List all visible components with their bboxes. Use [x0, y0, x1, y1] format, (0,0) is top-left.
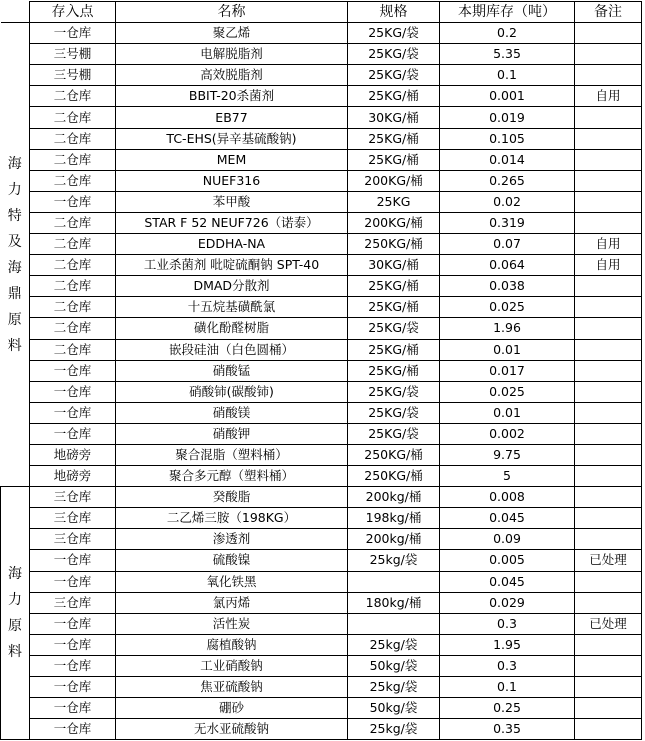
- cell-remark: [575, 128, 642, 149]
- cell-location: 一仓库: [30, 550, 116, 571]
- cell-spec: 25kg/袋: [348, 634, 440, 655]
- cell-spec: 25KG: [348, 191, 440, 212]
- cell-location: 一仓库: [30, 381, 116, 402]
- cell-spec: 30KG/桶: [348, 107, 440, 128]
- table-row: [1, 44, 642, 65]
- table-row: [1, 339, 642, 360]
- cell-location: 三仓库: [30, 508, 116, 529]
- cell-name: 硝酸镁: [116, 402, 348, 423]
- cell-spec: 25KG/桶: [348, 297, 440, 318]
- cell-remark: [575, 360, 642, 381]
- cell-stock: 0.045: [440, 571, 575, 592]
- cell-location: 二仓库: [30, 339, 116, 360]
- group-label-char: 鼎: [7, 285, 22, 302]
- cell-remark: [575, 276, 642, 297]
- table-row: [1, 550, 642, 571]
- group-label-char: 原: [7, 311, 22, 328]
- cell-stock: 5.35: [440, 44, 575, 65]
- cell-spec: [348, 613, 440, 634]
- cell-spec: 25KG/桶: [348, 276, 440, 297]
- cell-location: 二仓库: [30, 86, 116, 107]
- cell-name: 工业杀菌剂 吡啶硫酮钠 SPT-40: [116, 255, 348, 276]
- cell-location: 一仓库: [30, 23, 116, 44]
- header-location: 存入点: [30, 2, 116, 23]
- header-spec: 规格: [348, 2, 440, 23]
- cell-remark: 自用: [575, 234, 642, 255]
- cell-spec: 50kg/袋: [348, 698, 440, 719]
- cell-spec: 200kg/桶: [348, 529, 440, 550]
- cell-location: 一仓库: [30, 634, 116, 655]
- cell-remark: 已处理: [575, 613, 642, 634]
- table-row: [1, 592, 642, 613]
- cell-name: 癸酸脂: [116, 487, 348, 508]
- cell-remark: 自用: [575, 255, 642, 276]
- group-label-char: 料: [7, 337, 22, 354]
- cell-remark: [575, 107, 642, 128]
- cell-location: 三仓库: [30, 529, 116, 550]
- cell-spec: 250KG/桶: [348, 466, 440, 487]
- cell-spec: 25KG/桶: [348, 128, 440, 149]
- cell-spec: 25KG/桶: [348, 360, 440, 381]
- cell-stock: 1.96: [440, 318, 575, 339]
- cell-stock: 0.02: [440, 191, 575, 212]
- cell-remark: [575, 44, 642, 65]
- cell-stock: 0.045: [440, 508, 575, 529]
- header-group: [1, 2, 30, 23]
- cell-remark: 自用: [575, 86, 642, 107]
- table-row: [1, 23, 642, 44]
- table-row: [1, 613, 642, 634]
- cell-location: 二仓库: [30, 318, 116, 339]
- cell-spec: 200KG/桶: [348, 212, 440, 233]
- cell-stock: 0.319: [440, 212, 575, 233]
- table-row: [1, 444, 642, 465]
- cell-remark: [575, 487, 642, 508]
- table-row: [1, 571, 642, 592]
- cell-remark: [575, 529, 642, 550]
- cell-remark: [575, 191, 642, 212]
- cell-stock: 0.09: [440, 529, 575, 550]
- cell-name: 二乙烯三胺（198KG）: [116, 508, 348, 529]
- cell-location: 三号棚: [30, 65, 116, 86]
- cell-name: DMAD分散剂: [116, 276, 348, 297]
- cell-spec: 200kg/桶: [348, 487, 440, 508]
- group-label-char: 料: [8, 644, 22, 661]
- group-label-char: 力: [8, 592, 22, 609]
- cell-name: TC-EHS(异辛基硫酸钠): [116, 128, 348, 149]
- table-row: [1, 655, 642, 676]
- group-label-char: 海: [7, 259, 22, 276]
- cell-location: 一仓库: [30, 571, 116, 592]
- cell-stock: 0.01: [440, 339, 575, 360]
- cell-stock: 0.001: [440, 86, 575, 107]
- cell-location: 一仓库: [30, 613, 116, 634]
- group-label: [1, 487, 30, 740]
- cell-spec: 180kg/桶: [348, 592, 440, 613]
- cell-location: 二仓库: [30, 234, 116, 255]
- cell-name: 硫酸镍: [116, 550, 348, 571]
- table-row: [1, 191, 642, 212]
- table-row: [1, 634, 642, 655]
- table-row: [1, 107, 642, 128]
- cell-stock: 0.3: [440, 655, 575, 676]
- cell-name: 硝酸锰: [116, 360, 348, 381]
- cell-name: 硝酸钾: [116, 423, 348, 444]
- cell-location: 一仓库: [30, 423, 116, 444]
- table-row: [1, 677, 642, 698]
- cell-remark: 已处理: [575, 550, 642, 571]
- cell-name: STAR F 52 NEUF726（诺泰）: [116, 212, 348, 233]
- cell-spec: 25KG/桶: [348, 339, 440, 360]
- cell-name: EB77: [116, 107, 348, 128]
- cell-stock: 0.1: [440, 677, 575, 698]
- cell-remark: [575, 339, 642, 360]
- cell-name: 聚乙烯: [116, 23, 348, 44]
- cell-spec: 250KG/桶: [348, 234, 440, 255]
- cell-name: 硝酸铈(碳酸铈): [116, 381, 348, 402]
- cell-remark: [575, 149, 642, 170]
- cell-remark: [575, 297, 642, 318]
- cell-stock: 0.008: [440, 487, 575, 508]
- inventory-table: [0, 1, 642, 740]
- cell-stock: 0.002: [440, 423, 575, 444]
- cell-stock: 1.95: [440, 634, 575, 655]
- cell-location: 地磅旁: [30, 466, 116, 487]
- cell-stock: 0.005: [440, 550, 575, 571]
- cell-stock: 0.064: [440, 255, 575, 276]
- table-row: [1, 698, 642, 719]
- cell-location: 二仓库: [30, 297, 116, 318]
- cell-name: 十五烷基磺酰氯: [116, 297, 348, 318]
- cell-name: 渗透剂: [116, 529, 348, 550]
- cell-stock: 0.35: [440, 719, 575, 740]
- table-row: [1, 86, 642, 107]
- cell-name: BBIT-20杀菌剂: [116, 86, 348, 107]
- cell-spec: 250KG/桶: [348, 444, 440, 465]
- cell-stock: 0.1: [440, 65, 575, 86]
- cell-name: 高效脱脂剂: [116, 65, 348, 86]
- cell-remark: [575, 444, 642, 465]
- group-label-char: 及: [7, 233, 22, 250]
- cell-name: 焦亚硫酸钠: [116, 677, 348, 698]
- table-row: [1, 65, 642, 86]
- cell-stock: 0.029: [440, 592, 575, 613]
- cell-stock: 0.01: [440, 402, 575, 423]
- cell-remark: [575, 381, 642, 402]
- cell-name: 工业硝酸钠: [116, 655, 348, 676]
- cell-name: 磺化酚醛树脂: [116, 318, 348, 339]
- cell-location: 三仓库: [30, 487, 116, 508]
- cell-name: EDDHA-NA: [116, 234, 348, 255]
- cell-remark: [575, 423, 642, 444]
- cell-spec: 25KG/桶: [348, 86, 440, 107]
- group-label: [1, 23, 30, 487]
- header-row: [1, 2, 642, 23]
- cell-stock: 0.105: [440, 128, 575, 149]
- cell-name: 聚合多元醇（塑料桶）: [116, 466, 348, 487]
- cell-spec: 50kg/袋: [348, 655, 440, 676]
- table-row: [1, 255, 642, 276]
- cell-remark: [575, 634, 642, 655]
- cell-spec: 25kg/袋: [348, 719, 440, 740]
- table-row: [1, 128, 642, 149]
- cell-remark: [575, 318, 642, 339]
- cell-name: 苯甲酸: [116, 191, 348, 212]
- cell-location: 三仓库: [30, 592, 116, 613]
- table-row: [1, 381, 642, 402]
- cell-location: 一仓库: [30, 719, 116, 740]
- group-label-char: 海: [7, 155, 22, 172]
- cell-location: 地磅旁: [30, 444, 116, 465]
- table-row: [1, 170, 642, 191]
- cell-location: 二仓库: [30, 212, 116, 233]
- cell-spec: 25KG/袋: [348, 65, 440, 86]
- cell-name: 电解脱脂剂: [116, 44, 348, 65]
- cell-location: 一仓库: [30, 655, 116, 676]
- cell-spec: 25KG/袋: [348, 381, 440, 402]
- cell-remark: [575, 655, 642, 676]
- cell-spec: 25KG/袋: [348, 44, 440, 65]
- cell-remark: [575, 23, 642, 44]
- cell-remark: [575, 719, 642, 740]
- cell-stock: 0.019: [440, 107, 575, 128]
- cell-location: 一仓库: [30, 698, 116, 719]
- cell-remark: [575, 677, 642, 698]
- cell-spec: 200KG/桶: [348, 170, 440, 191]
- table-row: [1, 276, 642, 297]
- cell-spec: 25kg/袋: [348, 550, 440, 571]
- cell-location: 二仓库: [30, 276, 116, 297]
- table-row: [1, 508, 642, 529]
- group-label-char: 特: [7, 207, 22, 224]
- cell-stock: 5: [440, 466, 575, 487]
- cell-stock: 0.025: [440, 381, 575, 402]
- cell-location: 二仓库: [30, 128, 116, 149]
- cell-stock: 9.75: [440, 444, 575, 465]
- cell-name: 嵌段硅油（白色圆桶）: [116, 339, 348, 360]
- group-label-char: 原: [8, 618, 22, 635]
- cell-location: 三号棚: [30, 44, 116, 65]
- cell-stock: 0.017: [440, 360, 575, 381]
- table-row: [1, 529, 642, 550]
- table-row: [1, 360, 642, 381]
- cell-location: 一仓库: [30, 360, 116, 381]
- cell-name: 氧化铁黑: [116, 571, 348, 592]
- header-stock: 本期库存（吨）: [440, 2, 575, 23]
- cell-remark: [575, 592, 642, 613]
- cell-spec: 198kg/桶: [348, 508, 440, 529]
- cell-name: NUEF316: [116, 170, 348, 191]
- table-row: [1, 297, 642, 318]
- header-name: 名称: [116, 2, 348, 23]
- cell-stock: 0.07: [440, 234, 575, 255]
- cell-location: 一仓库: [30, 191, 116, 212]
- cell-name: 聚合混脂（塑料桶）: [116, 444, 348, 465]
- cell-spec: [348, 571, 440, 592]
- cell-spec: 30KG/桶: [348, 255, 440, 276]
- table-row: [1, 423, 642, 444]
- cell-spec: 25kg/袋: [348, 677, 440, 698]
- cell-spec: 25KG/桶: [348, 149, 440, 170]
- cell-spec: 25KG/袋: [348, 23, 440, 44]
- group-label-char: 力: [7, 181, 22, 198]
- header-remark: 备注: [575, 2, 642, 23]
- table-row: [1, 149, 642, 170]
- table-row: [1, 719, 642, 740]
- cell-spec: 25KG/袋: [348, 423, 440, 444]
- cell-stock: 0.038: [440, 276, 575, 297]
- cell-remark: [575, 170, 642, 191]
- table-row: [1, 212, 642, 233]
- cell-stock: 0.265: [440, 170, 575, 191]
- cell-name: MEM: [116, 149, 348, 170]
- cell-location: 二仓库: [30, 255, 116, 276]
- cell-name: 氯丙烯: [116, 592, 348, 613]
- cell-name: 活性炭: [116, 613, 348, 634]
- cell-remark: [575, 65, 642, 86]
- cell-remark: [575, 466, 642, 487]
- cell-location: 二仓库: [30, 107, 116, 128]
- table-row: [1, 402, 642, 423]
- cell-name: 硼砂: [116, 698, 348, 719]
- cell-location: 一仓库: [30, 402, 116, 423]
- table-row: [1, 466, 642, 487]
- cell-stock: 0.25: [440, 698, 575, 719]
- table-row: [1, 487, 642, 508]
- cell-spec: 25KG/袋: [348, 402, 440, 423]
- cell-stock: 0.3: [440, 613, 575, 634]
- cell-remark: [575, 571, 642, 592]
- table-row: [1, 234, 642, 255]
- cell-remark: [575, 698, 642, 719]
- table-row: [1, 318, 642, 339]
- cell-name: 无水亚硫酸钠: [116, 719, 348, 740]
- cell-location: 二仓库: [30, 149, 116, 170]
- cell-remark: [575, 402, 642, 423]
- cell-stock: 0.2: [440, 23, 575, 44]
- cell-name: 腐植酸钠: [116, 634, 348, 655]
- group-label-char: 海: [8, 566, 22, 583]
- cell-remark: [575, 212, 642, 233]
- cell-location: 二仓库: [30, 170, 116, 191]
- cell-remark: [575, 508, 642, 529]
- cell-stock: 0.025: [440, 297, 575, 318]
- cell-location: 一仓库: [30, 677, 116, 698]
- cell-stock: 0.014: [440, 149, 575, 170]
- cell-spec: 25KG/袋: [348, 318, 440, 339]
